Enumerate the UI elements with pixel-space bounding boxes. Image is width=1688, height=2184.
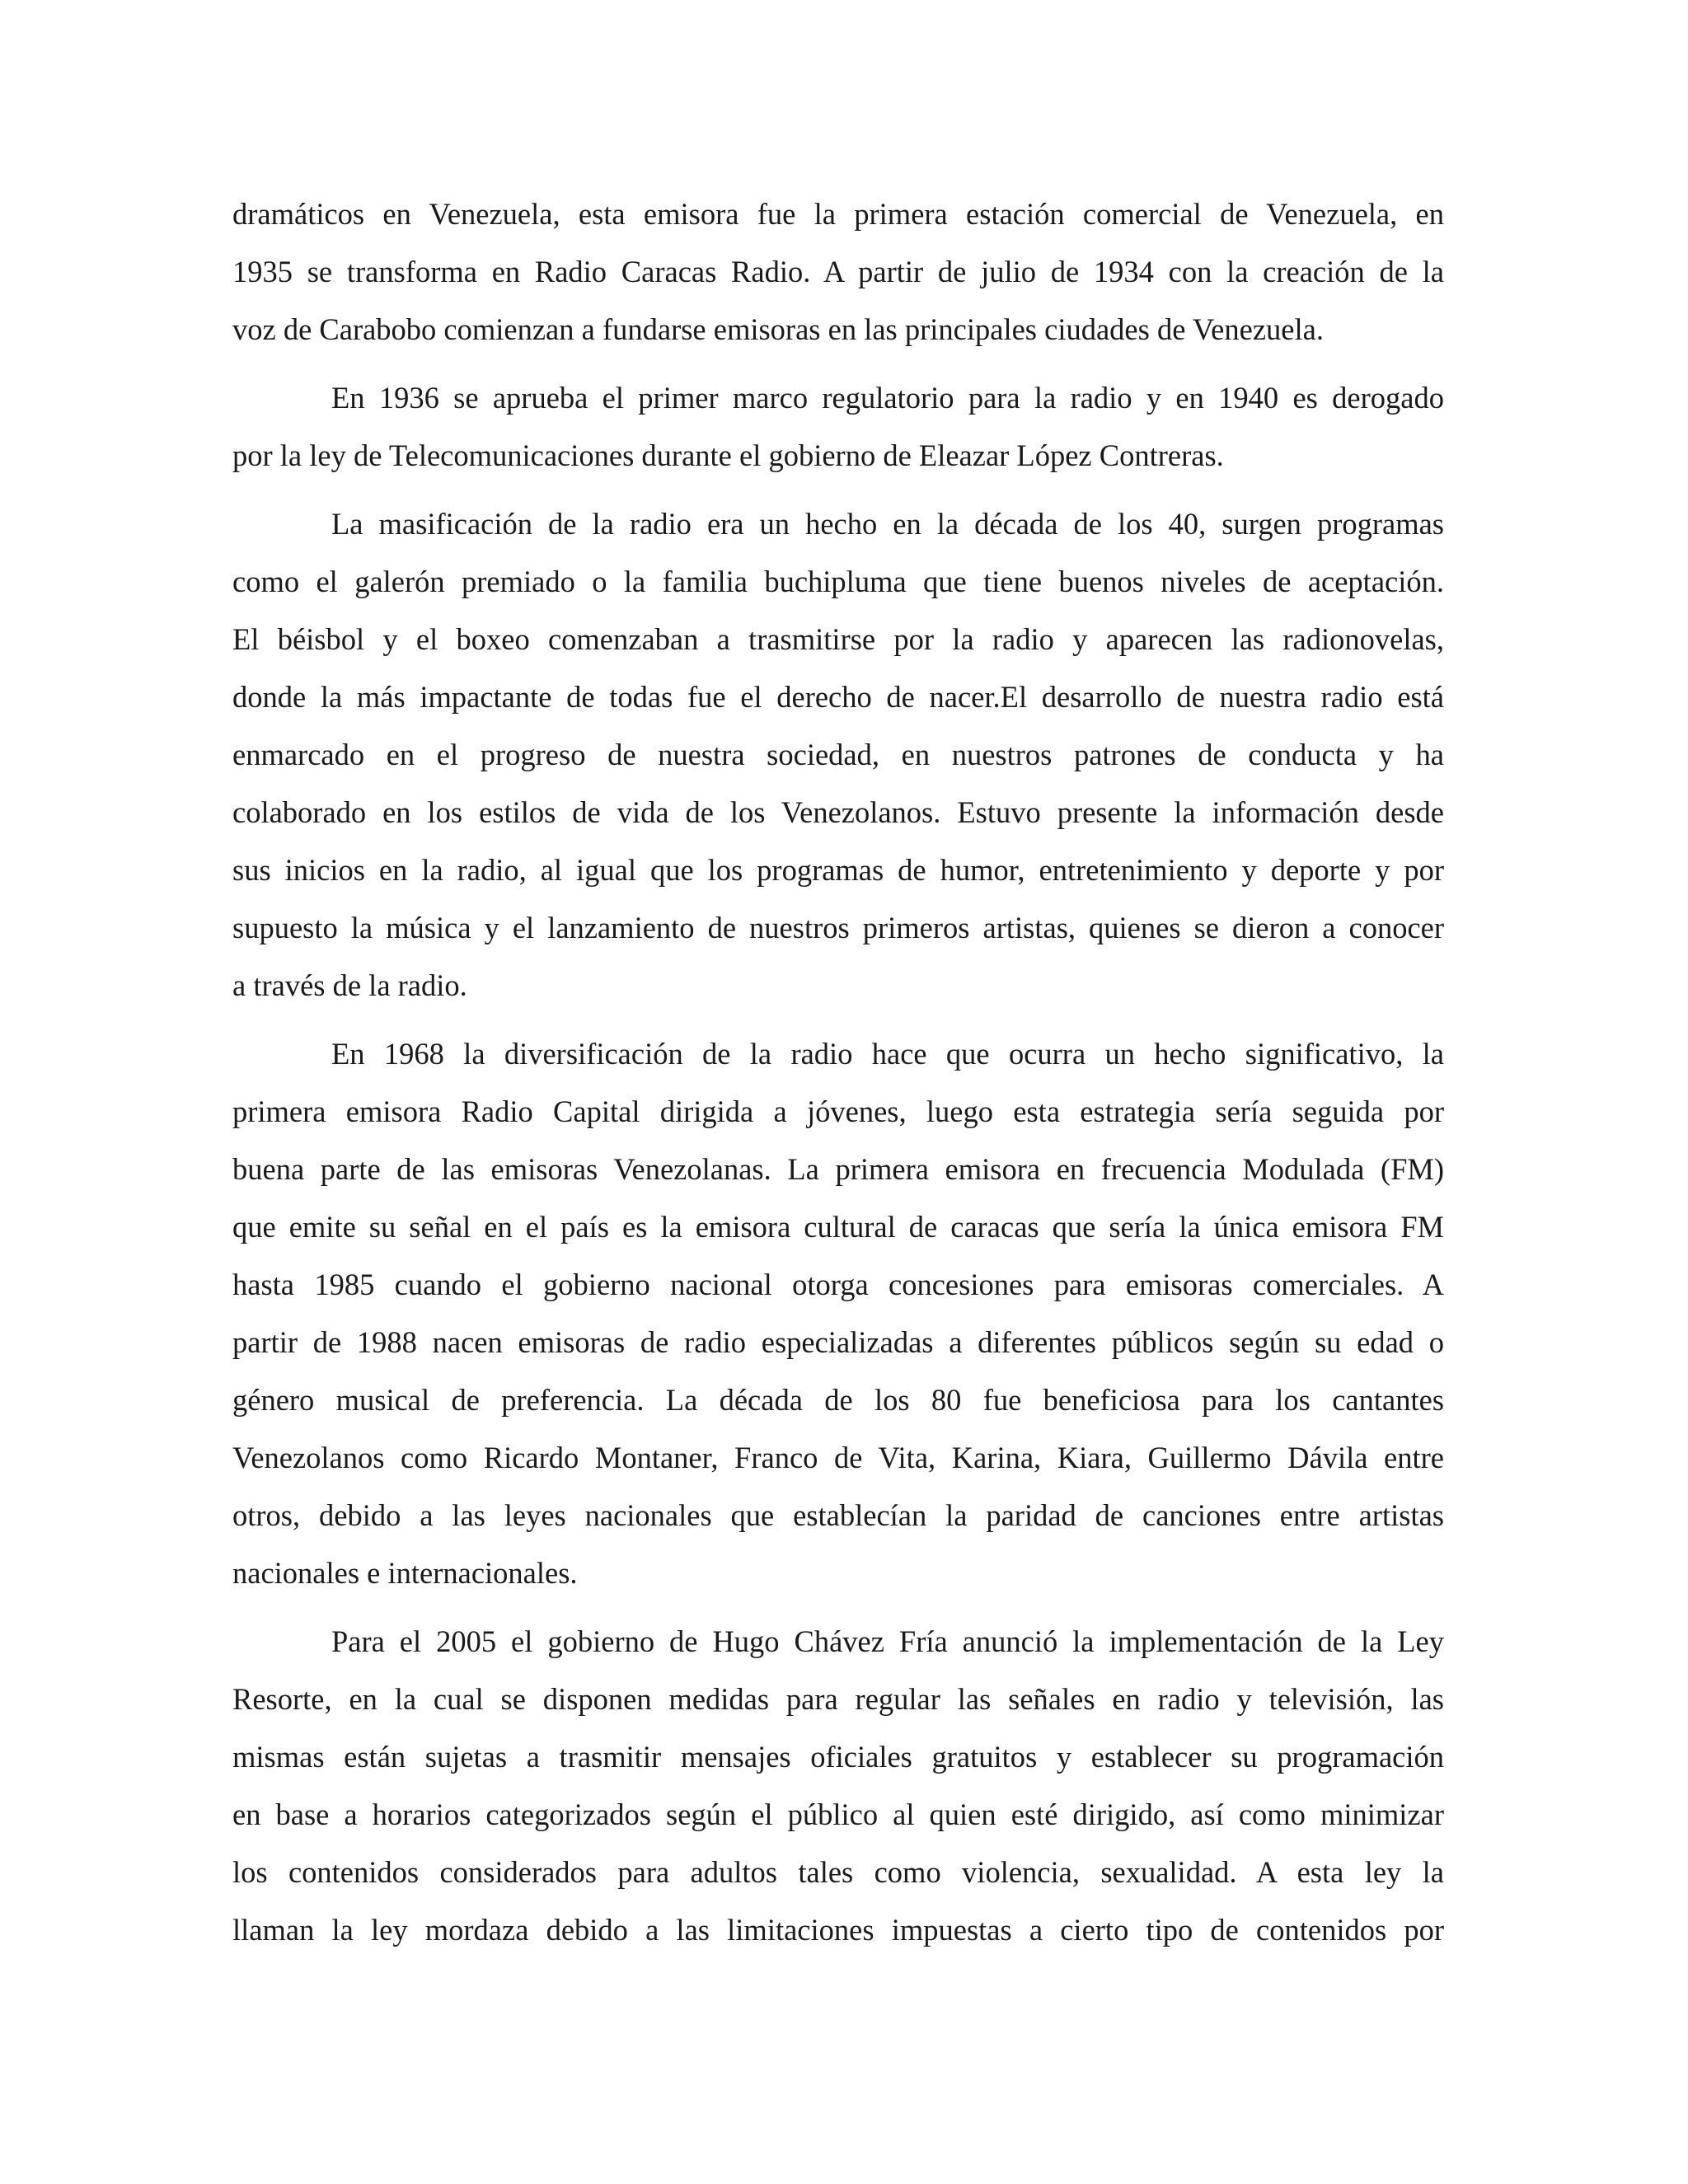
text-line: buena parte de las emisoras Venezolanas. La primera emisora en frecuencia Modulada (FM) bbox=[232, 1152, 1444, 1186]
paragraph-gap bbox=[232, 485, 1444, 495]
text-line: hasta 1985 cuando el gobierno nacional otorga concesiones para emisoras comerciales. A bbox=[232, 1268, 1444, 1301]
text-line: nacionales e internacionales. bbox=[232, 1556, 578, 1590]
paragraph-3 bbox=[232, 495, 1444, 1015]
paragraph-1 bbox=[232, 185, 1444, 359]
text-line: en base a horarios categorizados según el público al quien esté dirigido, así como minimizar bbox=[232, 1797, 1444, 1831]
text-line: donde la más impactante de todas fue el derecho de nacer.El desarrollo de nuestra radio está bbox=[232, 680, 1444, 714]
text-line: En 1936 se aprueba el primer marco regulatorio para la radio y en 1940 es derogado bbox=[331, 381, 1444, 415]
text-line: por la ley de Telecomunicaciones durante el gobierno de Eleazar López Contreras. bbox=[232, 438, 1224, 472]
paragraph-5 bbox=[232, 1613, 1444, 1959]
paragraph-2 bbox=[232, 369, 1444, 485]
text-line: enmarcado en el progreso de nuestra sociedad, en nuestros patrones de conducta y ha bbox=[232, 738, 1444, 771]
text-line: partir de 1988 nacen emisoras de radio especializadas a diferentes públicos según su edad o bbox=[232, 1325, 1444, 1359]
body-text bbox=[232, 185, 1444, 1959]
text-line: Resorte, en la cual se disponen medidas para regular las señales en radio y televisión, las bbox=[232, 1682, 1444, 1716]
paragraph-gap bbox=[232, 1015, 1444, 1025]
text-line: colaborado en los estilos de vida de los Venezolanos. Estuvo presente la información desde bbox=[232, 795, 1444, 829]
text-line: llaman la ley mordaza debido a las limitaciones impuestas a cierto tipo de contenidos por bbox=[232, 1913, 1444, 1947]
paragraph-gap bbox=[232, 1602, 1444, 1613]
text-line: La masificación de la radio era un hecho en la década de los 40, surgen programas bbox=[331, 507, 1444, 541]
text-line: género musical de preferencia. La década de los 80 fue beneficiosa para los cantantes bbox=[232, 1383, 1444, 1417]
text-line: a través de la radio. bbox=[232, 968, 467, 1002]
text-line: 1935 se transforma en Radio Caracas Radio. A partir de julio de 1934 con la creación de la bbox=[232, 255, 1444, 288]
text-line: Para el 2005 el gobierno de Hugo Chávez Fría anunció la implementación de la Ley bbox=[331, 1624, 1444, 1658]
text-line: El béisbol y el boxeo comenzaban a trasmitirse por la radio y aparecen las radionovelas, bbox=[232, 622, 1444, 656]
text-line: como el galerón premiado o la familia buchipluma que tiene buenos niveles de aceptación. bbox=[232, 565, 1444, 598]
text-line: sus inicios en la radio, al igual que los programas de humor, entretenimiento y deporte y por bbox=[232, 853, 1444, 887]
paragraph-gap bbox=[232, 359, 1444, 369]
text-line: Venezolanos como Ricardo Montaner, Franco de Vita, Karina, Kiara, Guillermo Dávila entre bbox=[232, 1441, 1444, 1474]
text-line: que emite su señal en el país es la emisora cultural de caracas que sería la única emisora FM bbox=[232, 1210, 1444, 1244]
text-line: otros, debido a las leyes nacionales que establecían la paridad de canciones entre artistas bbox=[232, 1498, 1444, 1532]
paragraph-4 bbox=[232, 1025, 1444, 1602]
text-line: supuesto la música y el lanzamiento de nuestros primeros artistas, quienes se dieron a conocer bbox=[232, 911, 1444, 944]
text-line: En 1968 la diversificación de la radio hace que ocurra un hecho significativo, la bbox=[331, 1037, 1444, 1071]
text-line: mismas están sujetas a trasmitir mensajes oficiales gratuitos y establecer su programación bbox=[232, 1740, 1444, 1774]
text-line: dramáticos en Venezuela, esta emisora fue la primera estación comercial de Venezuela, en bbox=[232, 197, 1444, 231]
text-line: primera emisora Radio Capital dirigida a jóvenes, luego esta estrategia sería seguida por bbox=[232, 1094, 1444, 1128]
text-line: voz de Carabobo comienzan a fundarse emisoras en las principales ciudades de Venezuela. bbox=[232, 312, 1324, 346]
text-line: los contenidos considerados para adultos tales como violencia, sexualidad. A esta ley la bbox=[232, 1855, 1444, 1889]
